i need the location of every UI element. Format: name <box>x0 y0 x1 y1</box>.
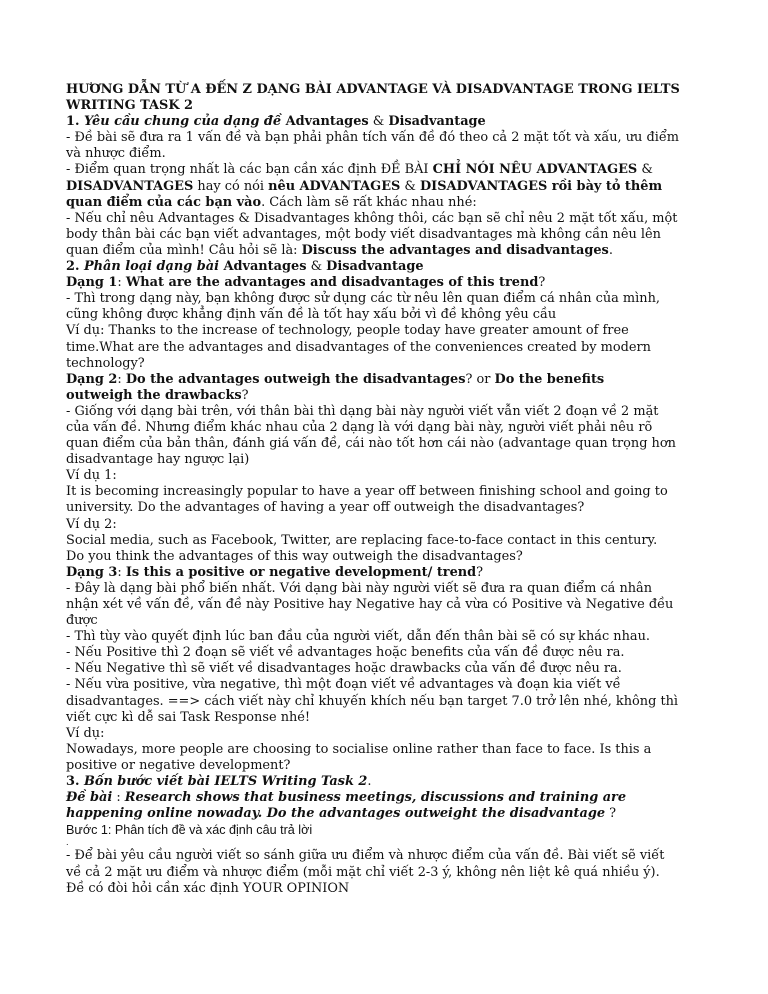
text-run: ? <box>605 806 617 822</box>
document-title-line-2: WRITING TASK 2 <box>66 98 193 114</box>
type-2-example-line: It is becoming increasingly popular to have a year off between finishing school and going to <box>66 484 668 500</box>
type-1-paragraph-line: cũng không được khẳng định vấn đề là tốt hay xấu bởi vì đề không yêu cầu <box>66 307 557 323</box>
text-run: & <box>637 162 653 178</box>
type-2-example-line: university. Do the advantages of having a year off outweigh the disadvantages? <box>66 500 585 516</box>
section-1-paragraph-line: và nhược điểm. <box>66 146 166 162</box>
essay-question-text: discussions and training are <box>420 790 627 806</box>
type-2-question-b: Do the benefits <box>494 371 605 387</box>
essay-question-text: Do the advantages outweight the disadvantage <box>266 806 606 822</box>
type-3-paragraph-line: nhận xét về vấn đề, vấn đề này Positive hay Negative hay cả vừa có Positive và Negative đều <box>66 597 674 612</box>
text-run: : <box>117 275 126 291</box>
step-1-paragraph-line: Đề có đòi hỏi cần xác định YOUR OPINION <box>66 880 350 896</box>
type-2-heading-continued <box>66 388 706 404</box>
type-3-label: Dạng 3 <box>66 564 118 580</box>
section-1-paragraph-line: - Đề bài sẽ đưa ra 1 vấn đề và bạn phải phân tích vấn đề đó theo cả 2 mặt tốt và xấu, ưu điểm <box>66 130 679 146</box>
section-3-number: 3. <box>66 774 84 790</box>
text-run: . <box>608 242 613 258</box>
type-2-paragraph-line: quan điểm của bản thân, đánh giá vấn đề, cái nào tốt hơn cái nào (advantage quan trọng hơn <box>66 436 676 452</box>
type-2-paragraph-line: disadvantage hay ngược lại) <box>66 452 250 468</box>
type-3-paragraph-line: - Nếu Positive thì 2 đoạn sẽ viết về advantages hoặc benefits của vấn đề được nêu ra. <box>66 645 625 661</box>
text-run: hay có nói <box>193 178 269 194</box>
emphasis-text: CHỈ NÓI NÊU ADVANTAGES <box>432 162 638 178</box>
type-3-paragraph-line: - Nếu vừa positive, vừa negative, thì một đoạn viết về advantages và đoạn kia viết về <box>66 677 621 693</box>
section-1-paragraph-line: body thân bài các bạn viết advantages, một body viết disadvantages mà không cần nêu lên <box>66 226 661 242</box>
type-2-example-2-label: Ví dụ 2: <box>66 516 117 532</box>
section-1-paragraph-line: - Nếu chỉ nêu Advantages & Disadvantages không thôi, các bạn sẽ chỉ nêu 2 mặt tốt xấu, một <box>66 210 678 226</box>
type-2-paragraph-line: - Giống với dạng bài trên, với thân bài thì dạng bài này người viết vẫn viết 2 đoạn về 2 mặt <box>66 403 659 419</box>
type-2-heading <box>66 372 706 388</box>
section-3-heading <box>66 774 706 790</box>
text-run: ? or <box>465 371 495 387</box>
section-1-heading-amp: & <box>368 114 389 130</box>
type-3-paragraph-line: - Thì tùy vào quyết định lúc ban đầu của người viết, dẫn đến thân bài sẽ có sự khác nhau. <box>66 629 650 645</box>
type-3-example-line: positive or negative development? <box>66 757 291 773</box>
text-run: & <box>400 178 420 194</box>
stray-dot: . <box>66 838 69 848</box>
type-2-example-1-label: Ví dụ 1: <box>66 468 117 484</box>
essay-question-line <box>66 806 706 822</box>
type-3-paragraph-line: viết cực kì dễ sai Task Response nhé! <box>66 709 311 725</box>
text-run: - Điểm quan trọng nhất là các bạn cần xác định ĐỀ BÀI <box>66 162 433 178</box>
type-3-example-label: Ví dụ: <box>66 725 105 741</box>
document-title-line-1: HƯƠNG DẪN TỪ A ĐẾN Z DẠNG BÀI ADVANTAGE VÀ DISADVANTAGE TRONG IELTS <box>66 82 680 97</box>
type-3-paragraph-line: - Đây là dạng bài phổ biến nhất. Với dạng bài này người viết sẽ đưa ra quan điểm cá nhân <box>66 580 653 596</box>
section-1-paragraph-line <box>66 179 706 195</box>
type-3-heading <box>66 565 706 581</box>
section-2-heading-amp: & <box>306 259 327 275</box>
section-1-number: 1. <box>66 114 84 130</box>
section-1-heading-advantages: Advantages <box>285 114 369 130</box>
type-1-label: Dạng 1 <box>66 275 118 291</box>
type-1-question: What are the advantages and disadvantages of this trend <box>125 275 539 291</box>
step-1-label: Bước 1: Phân tích đề và xác định câu trả lời <box>66 823 313 838</box>
type-3-question: Is this a positive or negative development/ trend <box>125 564 477 580</box>
essay-question-text: happening online nowaday <box>66 806 258 822</box>
document-page <box>66 82 706 897</box>
type-2-label: Dạng 2 <box>66 371 118 387</box>
text-run: : <box>117 564 126 580</box>
type-2-question-a: Do the advantages outweigh the disadvantages <box>125 371 466 387</box>
type-3-paragraph-line: - Nếu Negative thì sẽ viết về disadvantages hoặc drawbacks của vấn đề được nêu ra. <box>66 661 622 677</box>
section-1-heading <box>66 114 706 130</box>
type-1-example-line: technology? <box>66 355 145 371</box>
type-2-example-line: Do you think the advantages of this way outweigh the disadvantages? <box>66 548 523 564</box>
section-3-heading-text: Bốn bước viết bài IELTS Writing Task 2 <box>83 774 368 790</box>
section-2-heading-disadvantage: Disadvantage <box>326 259 424 275</box>
text-run: : <box>112 790 125 806</box>
type-1-heading <box>66 275 706 291</box>
emphasis-text: DISADVANTAGES <box>66 178 194 194</box>
text-run: . <box>367 774 372 790</box>
section-1-paragraph-line <box>66 243 706 259</box>
type-1-example-line: time.What are the advantages and disadvantages of the conveniences created by modern <box>66 339 651 355</box>
section-2-heading <box>66 259 706 275</box>
section-1-heading-text: Yêu cầu chung của dạng đề <box>83 114 286 130</box>
text-run: quan điểm của mình! Câu hỏi sẽ là: <box>66 242 302 258</box>
type-2-example-line: Social media, such as Facebook, Twitter, are replacing face-to-face contact in this century. <box>66 532 658 548</box>
text-run: ? <box>538 275 546 291</box>
essay-question-label: Đề bài <box>66 790 113 806</box>
step-1-paragraph-line: - Để bài yêu cầu người viết so sánh giữa ưu điểm và nhược điểm của vấn đề. Bài viết sẽ viết <box>66 848 665 864</box>
essay-question-text: , <box>411 790 421 806</box>
section-2-heading-text: Phân loại dạng bài <box>83 259 224 275</box>
emphasis-text: DISADVANTAGES rồi bày tỏ thêm <box>420 178 663 194</box>
type-3-example-line: Nowadays, more people are choosing to socialise online rather than face to face. Is this a <box>66 741 652 757</box>
type-3-paragraph-line: disadvantages. ==> cách viết này chỉ khuyến khích nếu bạn target 7.0 trở lên nhé, không thì <box>66 693 679 709</box>
section-2-number: 2. <box>66 259 84 275</box>
emphasis-text: nêu ADVANTAGES <box>268 178 401 194</box>
type-1-example-line: Ví dụ: Thanks to the increase of technology, people today have greater amount of free <box>66 323 629 339</box>
section-1-heading-disadvantage: Disadvantage <box>388 114 486 130</box>
section-1-paragraph-line <box>66 195 706 211</box>
emphasis-text: quan điểm của các bạn vào <box>66 194 262 210</box>
type-3-paragraph-line: được <box>66 613 98 629</box>
text-run: . Cách làm sẽ rất khác nhau nhé: <box>261 194 477 210</box>
text-run: ? <box>241 387 249 403</box>
text-run: ? <box>476 564 484 580</box>
emphasis-text: Discuss the advantages and disadvantages <box>301 242 609 258</box>
essay-question-text: Research shows that business meetings <box>124 790 412 806</box>
essay-question-line <box>66 790 706 806</box>
section-1-paragraph-line <box>66 162 706 178</box>
type-2-question-c: outweigh the drawbacks <box>66 387 242 403</box>
type-1-paragraph-line: - Thì trong dạng này, bạn không được sử dụng các từ nêu lên quan điểm cá nhân của mình, <box>66 291 660 307</box>
section-2-heading-advantages: Advantages <box>223 259 307 275</box>
step-1-paragraph-line: về cả 2 mặt ưu điểm và nhược điểm (mỗi mặt chỉ viết 2-3 ý, không nên liệt kê quá nhiều ý). <box>66 864 660 880</box>
text-run: : <box>117 371 126 387</box>
type-2-paragraph-line: của vấn đề. Nhưng điểm khác nhau của 2 dạng là với dạng bài này, người viết phải nêu rõ <box>66 419 653 435</box>
essay-question-text: . <box>257 806 267 822</box>
